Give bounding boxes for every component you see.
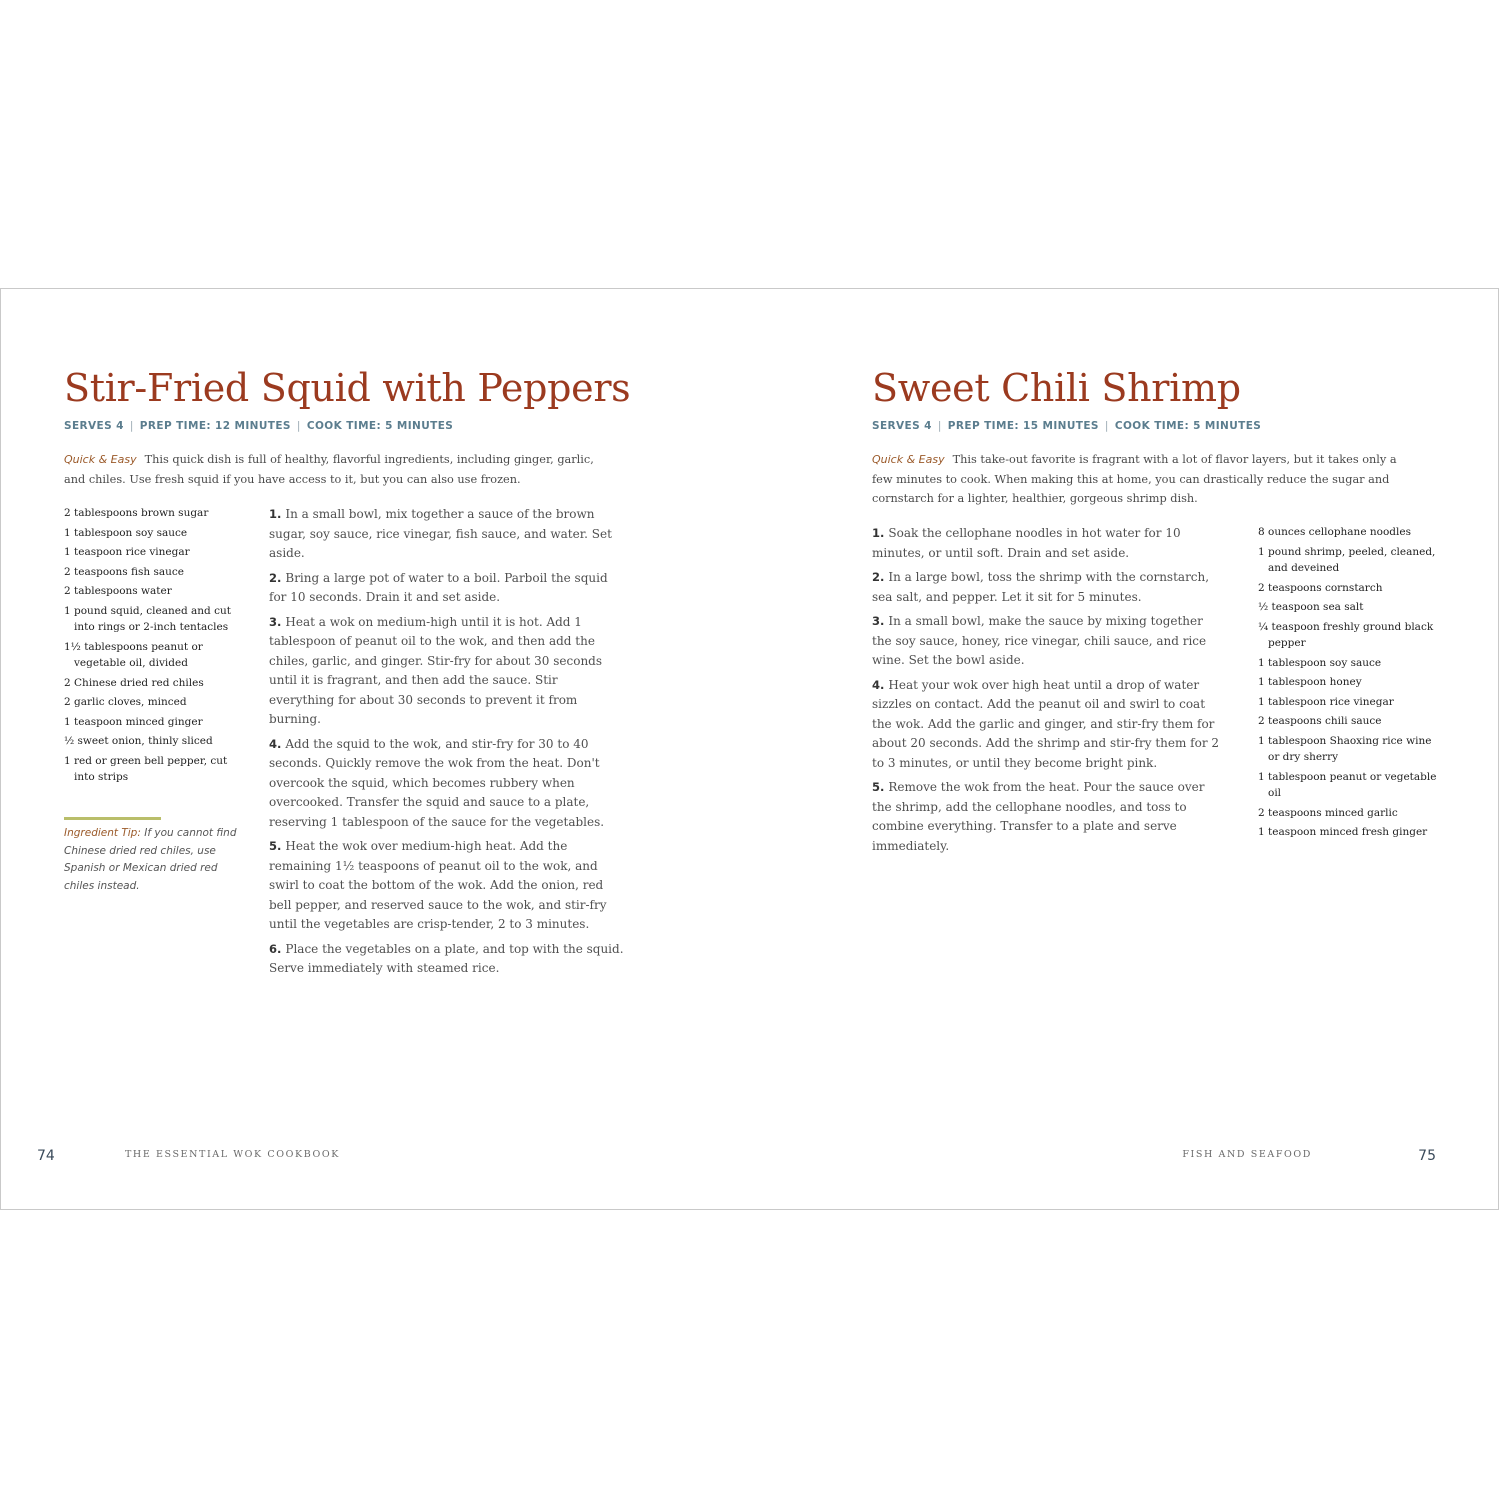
step-text: Remove the wok from the heat. Pour the sauce over the shrimp, add the cellophane noodles, and toss to combine everything. Transfer to a plate and serve immediately.	[872, 780, 1205, 853]
step-number: 3.	[269, 614, 282, 629]
ingredient-item: 8 ounces cellophane noodles	[1258, 526, 1411, 538]
step-text: Add the squid to the wok, and stir-fry for 30 to 40 seconds. Quickly remove the wok from the heat. Don't overcook the squid, which becomes rubbery when overcooked. Transfer the squid and sauce to a plate, reserving 1 tablespoon of the sauce for the vegetables.	[269, 736, 605, 829]
meta-separator: |	[129, 420, 134, 432]
ingredient-item: 1½ tablespoons peanut or vegetable oil, divided	[64, 640, 203, 669]
cook-time-label: COOK TIME: 5 MINUTES	[306, 420, 454, 432]
right-page	[872, 289, 1442, 1209]
intro-text: This quick dish is full of healthy, flavorful ingredients, including ginger, garlic, and chiles. Use fresh squid if you have access to it, but you can also use frozen.	[64, 453, 594, 486]
step-item	[269, 569, 624, 608]
meta-separator: |	[296, 420, 301, 432]
ingredient-item: 2 teaspoons chili sauce	[1258, 715, 1382, 727]
ingredient-item: 1 tablespoon soy sauce	[64, 526, 188, 539]
ingredient-item: ¼ teaspoon freshly ground black pepper	[1258, 620, 1434, 649]
step-item	[872, 778, 1222, 856]
right-footer	[1182, 1145, 1436, 1164]
step-list	[872, 524, 1222, 861]
serves-label: SERVES 4	[872, 420, 932, 432]
step-text: In a small bowl, mix together a sauce of the brown sugar, soy sauce, rice vinegar, fish sauce, and water. Set aside.	[269, 507, 612, 560]
ingredient-item: 1 tablespoon rice vinegar	[1258, 695, 1394, 708]
left-footer	[37, 1145, 340, 1164]
intro-text: This take-out favorite is fragrant with a lot of flavor layers, but it takes only a few minutes to cook. When making this at home, you can drastically reduce the sugar and cornstarch for a lighter, healthier, gorgeous shrimp dish.	[872, 453, 1397, 505]
serves-label: SERVES 4	[64, 420, 124, 432]
ingredient-item: 1 tablespoon honey	[1258, 676, 1362, 688]
left-page	[64, 289, 634, 1209]
step-item	[269, 837, 624, 935]
ingredient-list	[64, 505, 244, 789]
step-item	[872, 612, 1222, 671]
step-item	[269, 940, 624, 979]
step-number: 6.	[269, 941, 282, 956]
step-item	[872, 524, 1222, 563]
recipe-meta	[64, 420, 453, 432]
step-number: 1.	[269, 507, 282, 521]
prep-time-label: PREP TIME: 15 MINUTES	[947, 420, 1099, 432]
running-head: THE ESSENTIAL WOK COOKBOOK	[125, 1149, 340, 1160]
recipe-title: Sweet Chili Shrimp	[872, 366, 1241, 410]
page-number: 75	[1418, 1148, 1436, 1164]
step-list	[269, 505, 624, 984]
tip-label: Ingredient Tip:	[64, 827, 141, 839]
step-text: Place the vegetables on a plate, and top with the squid. Serve immediately with steamed rice.	[269, 941, 624, 975]
step-number: 1.	[872, 526, 885, 540]
intro-tag: Quick & Easy	[872, 453, 945, 466]
recipe-title: Stir-Fried Squid with Peppers	[64, 366, 631, 410]
running-head: FISH AND SEAFOOD	[1182, 1149, 1312, 1160]
step-text: Bring a large pot of water to a boil. Parboil the squid for 10 seconds. Drain it and set aside.	[269, 570, 608, 604]
ingredient-item: 1 tablespoon soy sauce	[1258, 656, 1382, 669]
ingredient-item: 1 red or green bell pepper, cut into strips	[64, 754, 228, 783]
prep-time-label: PREP TIME: 12 MINUTES	[139, 420, 291, 432]
ingredient-item: 2 teaspoons cornstarch	[1258, 581, 1383, 594]
ingredient-item: 2 teaspoons minced garlic	[1258, 806, 1398, 819]
ingredient-item: 2 garlic cloves, minced	[64, 696, 187, 708]
ingredient-item: 1 teaspoon minced ginger	[64, 715, 203, 728]
step-number: 5.	[269, 839, 282, 853]
page-number: 74	[37, 1148, 55, 1164]
step-number: 4.	[269, 736, 282, 751]
ingredient-item: 2 Chinese dried red chiles	[64, 676, 204, 689]
step-text: In a small bowl, make the sauce by mixing together the soy sauce, honey, rice vinegar, chili sauce, and rice wine. Set the bowl aside.	[872, 614, 1207, 667]
step-item	[269, 613, 624, 730]
ingredient-item: ½ teaspoon sea salt	[1258, 601, 1364, 613]
step-number: 2.	[269, 570, 282, 585]
ingredient-item: 1 teaspoon minced fresh ginger	[1258, 826, 1428, 838]
cook-time-label: COOK TIME: 5 MINUTES	[1114, 420, 1262, 432]
step-text: Soak the cellophane noodles in hot water for 10 minutes, or until soft. Drain and set aside.	[872, 526, 1181, 560]
step-item	[269, 505, 624, 564]
meta-separator: |	[1104, 420, 1109, 432]
intro-tag: Quick & Easy	[64, 453, 137, 466]
step-number: 5.	[872, 780, 885, 794]
recipe-intro	[872, 450, 1420, 509]
ingredient-item: 2 tablespoons brown sugar	[64, 507, 209, 519]
step-item	[269, 735, 624, 833]
ingredient-item: 2 tablespoons water	[64, 585, 172, 597]
ingredient-item: ½ sweet onion, thinly sliced	[64, 735, 213, 747]
ingredient-item: 1 pound squid, cleaned and cut into rings or 2-inch tentacles	[64, 604, 231, 633]
step-text: Heat your wok over high heat until a drop of water sizzles on contact. Add the peanut oil and swirl to coat the wok. Add the garlic and ginger, and stir-fry them for about 20 seconds. Add the shrimp and stir-fry them for 2 to 3 minutes, or until they become bright pink.	[872, 677, 1220, 770]
step-text: In a large bowl, toss the shrimp with the cornstarch, sea salt, and pepper. Let it sit for 5 minutes.	[872, 570, 1210, 604]
recipe-meta	[872, 420, 1261, 432]
tip-text: If you cannot find Chinese dried red chiles, use Spanish or Mexican dried red chiles instead.	[64, 827, 237, 892]
step-text: Heat a wok on medium-high until it is hot. Add 1 tablespoon of peanut oil to the wok, and then add the chiles, garlic, and ginger. Stir-fry for about 30 seconds until it is fragrant, and then add the sauce. Stir everything for about 30 seconds to prevent it from burning.	[269, 614, 603, 726]
step-item	[872, 568, 1222, 607]
ingredient-item: 1 tablespoon peanut or vegetable oil	[1258, 770, 1437, 799]
step-number: 4.	[872, 677, 885, 692]
recipe-intro	[64, 450, 612, 489]
step-item	[872, 676, 1222, 774]
book-spread	[0, 288, 1499, 1210]
step-number: 3.	[872, 614, 885, 628]
ingredient-item: 1 pound shrimp, peeled, cleaned, and deveined	[1258, 545, 1436, 574]
ingredient-tip	[64, 825, 249, 895]
ingredient-list	[1258, 524, 1443, 844]
step-number: 2.	[872, 570, 885, 584]
step-text: Heat the wok over medium-high heat. Add the remaining 1½ teaspoons of peanut oil to the wok, and swirl to coat the bottom of the wok. Add the onion, red bell pepper, and reserved sauce to the wok, and stir-fry until the vegetables are crisp-tender, 2 to 3 minutes.	[269, 839, 607, 931]
ingredient-item: 1 teaspoon rice vinegar	[64, 546, 190, 558]
meta-separator: |	[937, 420, 942, 432]
ingredient-item: 2 teaspoons fish sauce	[64, 565, 184, 578]
tip-divider	[64, 817, 161, 820]
ingredient-item: 1 tablespoon Shaoxing rice wine or dry sherry	[1258, 734, 1432, 763]
